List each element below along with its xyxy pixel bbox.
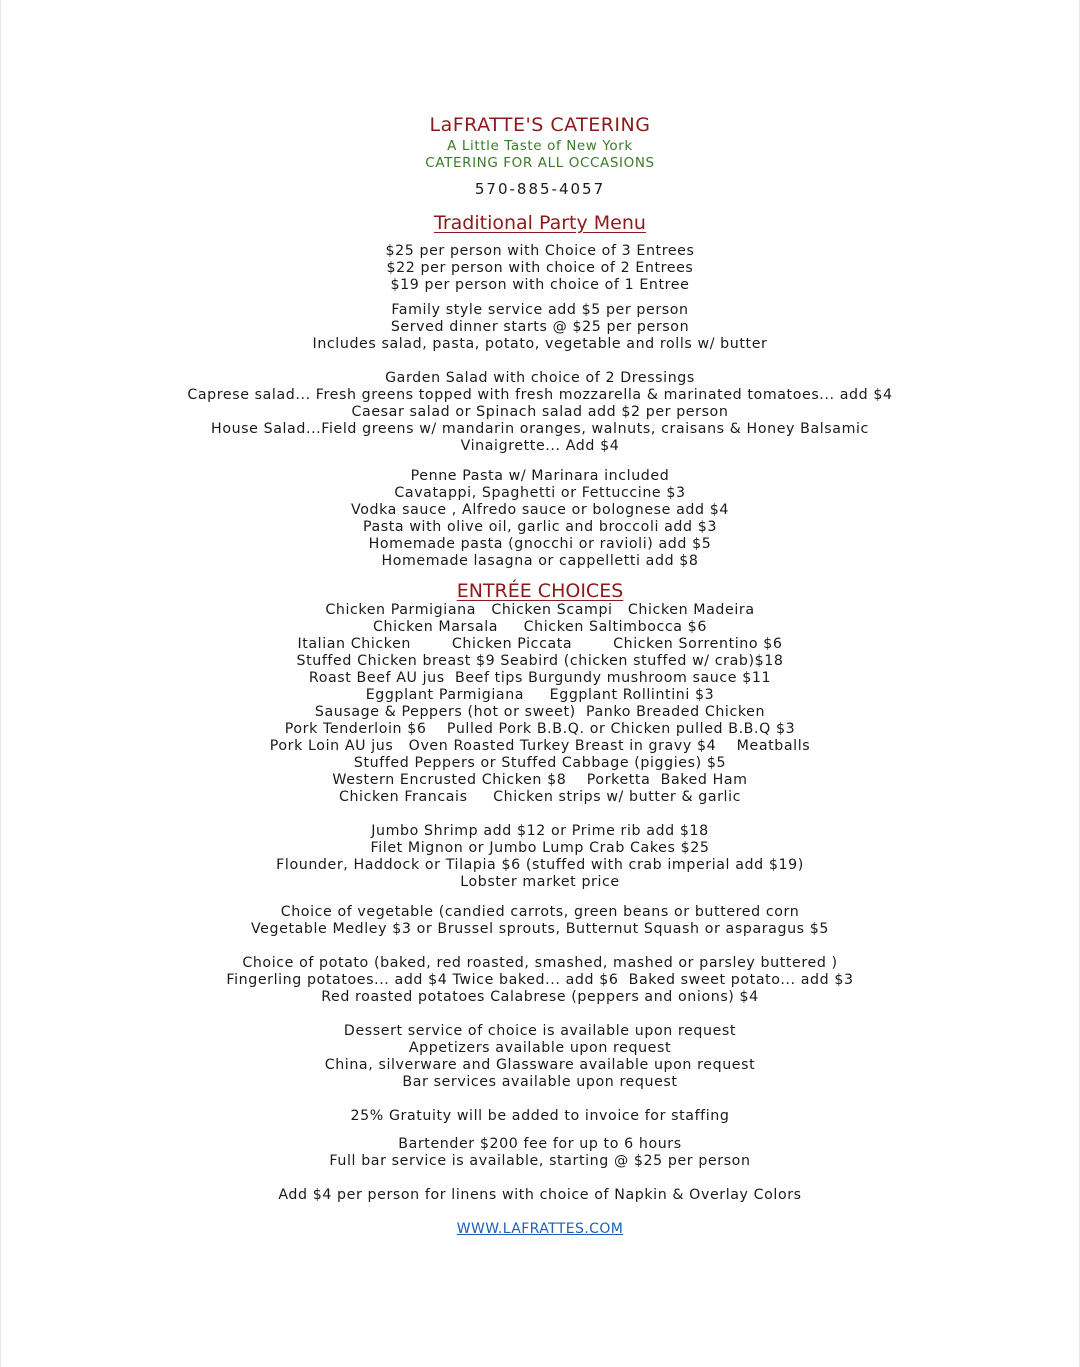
pasta-line: Pasta with olive oil, garlic and broccoli add $3 <box>362 519 718 535</box>
entree-line: Italian Chicken Chicken Piccata Chicken Sorrentino $6 <box>297 636 783 652</box>
menu-heading: Traditional Party Menu <box>434 212 646 234</box>
pasta-line: Penne Pasta w/ Marinara included <box>410 468 670 484</box>
potato-line: Choice of potato (baked, red roasted, smashed, mashed or parsley buttered ) <box>242 955 838 971</box>
pasta-line: Homemade lasagna or cappelletti add $8 <box>381 553 699 569</box>
entree-line: Eggplant Parmigiana Eggplant Rollintini $3 <box>365 687 715 703</box>
salad-line: Vinaigrette... Add $4 <box>460 438 620 454</box>
entree-line: Roast Beef AU jus Beef tips Burgundy mushroom sauce $11 <box>308 670 772 686</box>
pasta-line: Homemade pasta (gnocchi or ravioli) add $5 <box>368 536 712 552</box>
phone-number: 570-885-4057 <box>474 180 606 198</box>
pricing-block <box>1 243 1079 294</box>
entree-line: Western Encrusted Chicken $8 Porketta Baked Ham <box>332 772 748 788</box>
vegetables-block <box>1 904 1079 938</box>
service-line: Family style service add $5 per person <box>391 302 689 318</box>
gratuity-block <box>1 1108 1079 1125</box>
entree-line: Pork Loin AU jus Oven Roasted Turkey Breast in gravy $4 Meatballs <box>269 738 811 754</box>
potato-line: Fingerling potatoes... add $4 Twice baked... add $6 Baked sweet potato... add $3 <box>226 972 854 988</box>
premium-line: Lobster market price <box>460 874 620 890</box>
entree-line: Chicken Francais Chicken strips w/ butter & garlic <box>338 789 742 805</box>
service-block <box>1 302 1079 353</box>
extras-line: Dessert service of choice is available upon request <box>343 1023 737 1039</box>
gratuity-line: 25% Gratuity will be added to invoice for staffing <box>350 1108 730 1124</box>
extras-line: Bar services available upon request <box>402 1074 678 1090</box>
pastas-block <box>1 468 1079 570</box>
extras-block <box>1 1023 1079 1091</box>
potato-line: Red roasted potatoes Calabrese (peppers and onions) $4 <box>321 989 759 1005</box>
vegetable-line: Vegetable Medley $3 or Brussel sprouts, Butternut Squash or asparagus $5 <box>250 921 830 937</box>
entree-line: Stuffed Chicken breast $9 Seabird (chicken stuffed w/ crab)$18 <box>296 653 784 669</box>
extras-line: China, silverware and Glassware available upon request <box>324 1057 756 1073</box>
entree-line: Stuffed Peppers or Stuffed Cabbage (piggies) $5 <box>353 755 727 771</box>
pricing-line: $19 per person with choice of 1 Entree <box>390 277 690 293</box>
pasta-line: Vodka sauce , Alfredo sauce or bolognese add $4 <box>351 502 729 518</box>
menu-content <box>1 112 1079 1237</box>
entree-line: Pork Tenderloin $6 Pulled Pork B.B.Q. or Chicken pulled B.B.Q $3 <box>284 721 796 737</box>
service-line: Served dinner starts @ $25 per person <box>390 319 690 335</box>
business-title: LaFRATTE'S CATERING <box>429 114 651 136</box>
vegetable-line: Choice of vegetable (candied carrots, green beans or buttered corn <box>280 904 800 920</box>
pasta-line: Cavatappi, Spaghetti or Fettuccine $3 <box>394 485 686 501</box>
linens-line: Add $4 per person for linens with choice of Napkin & Overlay Colors <box>278 1187 802 1203</box>
entree-heading: ENTRÉE CHOICES <box>456 580 624 602</box>
salads-block <box>1 370 1079 455</box>
subtitle: CATERING FOR ALL OCCASIONS <box>425 155 655 171</box>
salad-line: House Salad...Field greens w/ mandarin oranges, walnuts, craisans & Honey Balsamic <box>211 421 869 437</box>
premium-line: Flounder, Haddock or Tilapia $6 (stuffed with crab imperial add $19) <box>276 857 804 873</box>
premium-line: Filet Mignon or Jumbo Lump Crab Cakes $25 <box>370 840 710 856</box>
service-line: Includes salad, pasta, potato, vegetable and rolls w/ butter <box>312 336 768 352</box>
pricing-line: $22 per person with choice of 2 Entrees <box>386 260 694 276</box>
entree-line: Chicken Parmigiana Chicken Scampi Chicken Madeira <box>325 602 755 618</box>
entrees-block <box>1 602 1079 806</box>
premium-block <box>1 823 1079 891</box>
potatoes-block <box>1 955 1079 1006</box>
tagline: A Little Taste of New York <box>447 138 633 154</box>
bar-line: Bartender $200 fee for up to 6 hours <box>398 1136 682 1152</box>
linens-block <box>1 1187 1079 1204</box>
entree-line: Sausage & Peppers (hot or sweet) Panko Breaded Chicken <box>314 704 766 720</box>
salad-line: Caprese salad... Fresh greens topped with fresh mozzarella & marinated tomatoes... add $4 <box>187 387 893 403</box>
pricing-line: $25 per person with Choice of 3 Entrees <box>385 243 695 259</box>
extras-line: Appetizers available upon request <box>408 1040 672 1056</box>
entree-line: Chicken Marsala Chicken Saltimbocca $6 <box>373 619 707 635</box>
salad-line: Garden Salad with choice of 2 Dressings <box>385 370 695 386</box>
salad-line: Caesar salad or Spinach salad add $2 per person <box>351 404 729 420</box>
bar-block <box>1 1136 1079 1170</box>
premium-line: Jumbo Shrimp add $12 or Prime rib add $18 <box>371 823 709 839</box>
website-link[interactable]: WWW.LAFRATTES.COM <box>456 1221 624 1237</box>
bar-line: Full bar service is available, starting @ $25 per person <box>329 1153 751 1169</box>
